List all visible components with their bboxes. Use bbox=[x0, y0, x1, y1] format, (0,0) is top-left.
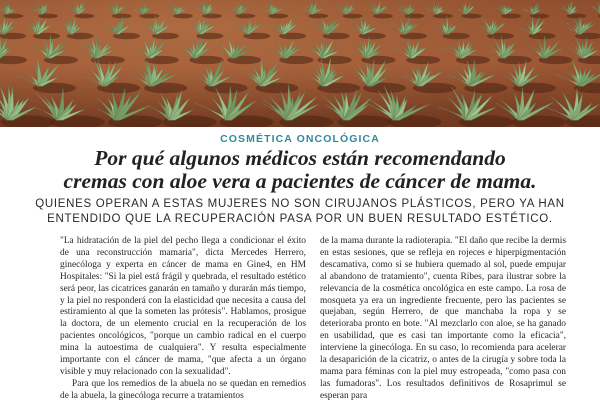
body-column-right bbox=[320, 236, 566, 400]
deck-line-2: ENTENDIDO QUE LA RECUPERACIÓN PASA POR UN BUEN RESULTADO ESTÉTICO. bbox=[47, 212, 553, 225]
deck-line-1: QUIENES OPERAN A ESTAS MUJERES NO SON CIRUJANOS PLÁSTICOS, PERO YA HAN bbox=[35, 198, 565, 210]
body-paragraph: Para que los remedios de la abuela no se quedan en remedios de la abuela, la ginecóloga recurre a tratamientos bbox=[60, 378, 306, 400]
body-paragraph: "La hidratación de la piel del pecho llega a condicionar el éxito de una reconstrucción mamaria", dicta Mercedes Herrero, ginecóloga y experta en cáncer de mama en Gine4, en HM Hospitales: "Si la piel está frágil y quebrada, el resultado estético será peor, las cicatrices ganarán en tamaño y durarán más tiempo, y la piel no responderá con la elasticidad que necesita a causa del estiramiento al que la someten las prótesis". Hablamos, prosigue la doctora, de un elemento crucial en la recuperación de los pacientes oncológicos, "porque un cambio radical en el cuerpo mina la autoestima de cualquiera". Y resulta especialmente importante con el cáncer de mama, "que afecta a un órgano visible y muy relacionado con la sexualidad". bbox=[60, 236, 306, 377]
body-paragraph: de la mama durante la radioterapia. "El daño que recibe la dermis en estas sesiones, que se refleja en rojeces e hiperpigmentación descamativa, como si se hubiera quemado al sol, puede empujar al abandono de tratamiento", cuenta Ribes, para ilustrar sobre la relevancia de la cosmética oncológica en este campo. La rosa de mosqueta ya era un ingrediente frecuente, pero las pacientes se quejaban, según Herrero, de que manchaba la ropa y se deterioraba pronto en bote. "Al mezclarlo con aloe, se ha ganado en usabilidad, que es casi tan importante como la eficacia", interviene la ginecóloga. En su caso, lo recomienda para acelerar la desaparición de la cicatriz, o antes de la cirugía y sobre toda la mama para féminas con la piel muy estropeada, "como pasa con las fumadoras". Los resultados definitivos de Rosaprimul se esperan para bbox=[320, 236, 566, 400]
article-deck bbox=[30, 197, 570, 226]
hero-photo-aloe-field bbox=[0, 0, 600, 127]
section-kicker: COSMÉTICA ONCOLÓGICA bbox=[220, 133, 380, 145]
headline-line-2: cremas con aloe vera a pacientes de cáncer de mama. bbox=[63, 169, 537, 193]
body-column-left bbox=[60, 236, 306, 400]
article-headline bbox=[60, 147, 540, 193]
headline-line-1: Por qué algunos médicos están recomendando bbox=[94, 146, 506, 170]
